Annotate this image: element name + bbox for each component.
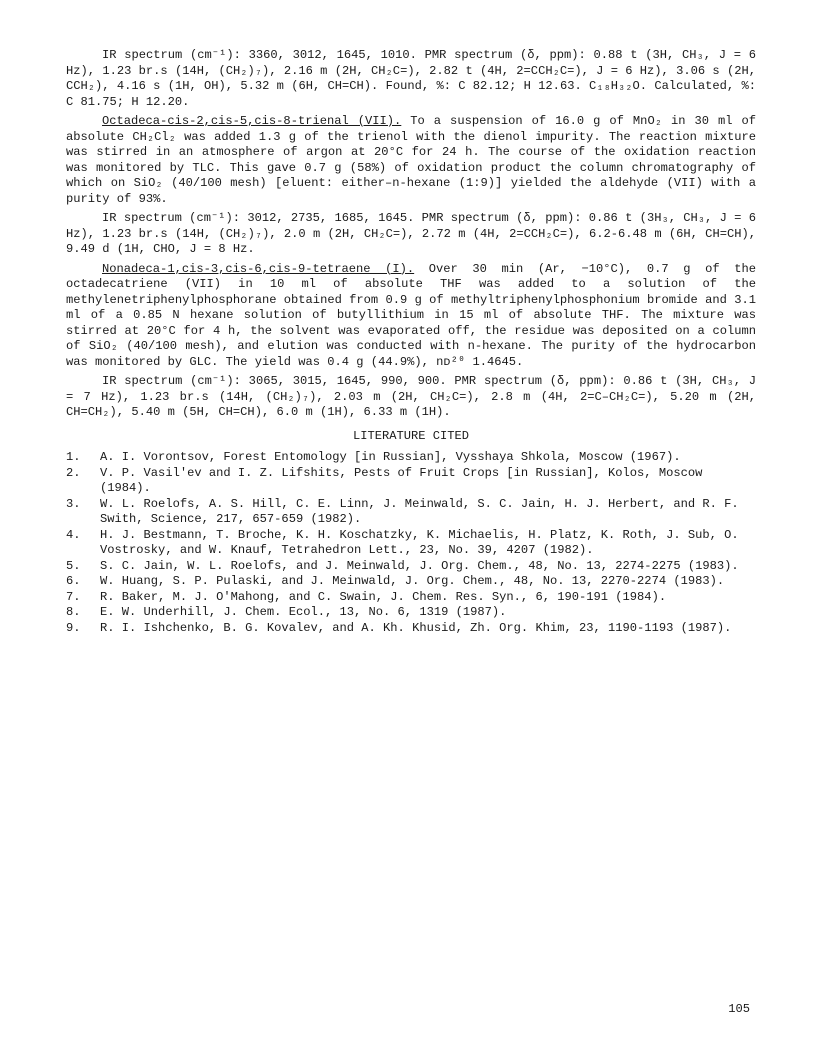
nonadecatetraene-section	[66, 262, 756, 371]
reference-number: 8.	[66, 605, 81, 619]
compound-title-vii: Octadeca-cis-2,cis-5,cis-8-trienal (VII).	[102, 114, 402, 128]
reference-number: 2.	[66, 465, 81, 480]
octadecatrienal-body: To a suspension of 16.0 g of MnO₂ in 30 ml of absolute CH₂Cl₂ was added 1.3 g of the trienol with the dienol impurity. The reaction mixture was stirred in an atmosphere of argon at 20°C for 24 h. The course of the oxidation reaction was monitored by TLC. This gave 0.7 g (58%) of oxidation product the column chromatography of which on SiO₂ (40/100 mesh) [eluent: either–n-hexane (1:9)] yielded the aldehyde (VII) with a purity of 93%.	[66, 114, 756, 206]
reference-number: 9.	[66, 620, 81, 635]
reference-item	[66, 466, 756, 497]
reference-number: 4.	[66, 527, 81, 542]
reference-number: 3.	[66, 496, 81, 511]
reference-item	[66, 559, 756, 575]
reference-text: A. I. Vorontsov, Forest Entomology [in Russian], Vysshaya Shkola, Moscow (1967).	[100, 450, 681, 464]
reference-text: V. P. Vasil'ev and I. Z. Lifshits, Pests of Fruit Crops [in Russian], Kolos, Moscow (1984).	[100, 465, 703, 495]
reference-text: R. I. Ishchenko, B. G. Kovalev, and A. Kh. Khusid, Zh. Org. Khim, 23, 1190-1193 (1987).	[100, 620, 732, 635]
ir-pmr-paragraph-aldehyde: IR spectrum (cm⁻¹): 3012, 2735, 1685, 1645. PMR spectrum (δ, ppm): 0.86 t (3H₃, CH₃, J = 6 Hz), 1.23 br.s (14H, (CH₂)₇), 2.0 m (2H, CH₂C=), 2.72 m (4H, 2=CCH₂C=), 6.2-6.48 m (6H, CH=CH), 9.49 d (1H, CHO, J = 8 Hz.	[66, 211, 756, 256]
reference-item	[66, 497, 756, 528]
reference-text: W. Huang, S. P. Pulaski, and J. Meinwald, J. Org. Chem., 48, No. 13, 2270-2274 (1983).	[100, 574, 725, 588]
reference-item	[66, 605, 756, 621]
reference-item	[66, 590, 756, 606]
ir-pmr-paragraph-trienol: IR spectrum (cm⁻¹): 3360, 3012, 1645, 1010. PMR spectrum (δ, ppm): 0.88 t (3H, CH₃, J = 6 Hz), 1.23 br.s (14H, (CH₂)₇), 2.16 m (2H, CH₂C=), 2.82 t (4H, 2=CCH₂C=), J = 6 Hz), 3.06 s (2H, CCH₂), 4.16 s (1H, OH), 5.32 m (6H, CH=CH). Found, %: C 82.12; H 12.63. C₁₈H₃₂O. Calculated, %: C 81.75; H 12.20.	[66, 48, 756, 109]
reference-text: H. J. Bestmann, T. Broche, K. H. Koschatzky, K. Michaelis, H. Platz, K. Roth, J. Sub, O. Vostrosky, and W. Knauf, Tetrahedron Lett., 23, No. 39, 4207 (1982).	[100, 527, 739, 557]
ir-pmr-paragraph-tetraene: IR spectrum (cm⁻¹): 3065, 3015, 1645, 990, 900. PMR spectrum (δ, ppm): 0.86 t (3H, CH₃, J = 7 Hz), 1.23 br.s (14H, (CH₂)₇), 2.03 m (2H, CH₂C=), 2.8 m (4H, 2=C–CH₂C=), 5.20 m (2H, CH=CH₂), 5.40 m (5H, CH=CH), 6.0 m (1H), 6.33 m (1H).	[66, 374, 756, 419]
literature-cited-heading: LITERATURE CITED	[352, 428, 470, 443]
reference-item	[66, 528, 756, 559]
compound-title-i: Nonadeca-1,cis-3,cis-6,cis-9-tetraene (I).	[102, 261, 415, 276]
reference-item	[66, 574, 756, 590]
reference-list	[66, 450, 756, 636]
reference-item	[66, 621, 756, 637]
reference-text: R. Baker, M. J. O'Mahong, and C. Swain, J. Chem. Res. Syn., 6, 190-191 (1984).	[100, 589, 667, 604]
reference-number: 1.	[66, 450, 81, 464]
octadecatrienal-section	[66, 114, 756, 207]
reference-number: 5.	[66, 558, 81, 573]
reference-text: W. L. Roelofs, A. S. Hill, C. E. Linn, J. Meinwald, S. C. Jain, H. J. Herbert, and R. F. Swith, Science, 217, 657-659 (1982).	[100, 496, 739, 526]
reference-text: E. W. Underhill, J. Chem. Ecol., 13, No. 6, 1319 (1987).	[100, 605, 507, 619]
reference-item	[66, 450, 756, 466]
reference-text: S. C. Jain, W. L. Roelofs, and J. Meinwald, J. Org. Chem., 48, No. 13, 2274-2275 (1983).	[100, 558, 739, 573]
nonadecatetraene-body: Over 30 min (Ar, −10°C), 0.7 g of the octadecatriene (VII) in 10 ml of absolute THF was added to a solution of the methylenetriphenylphosphorane obtained from 0.9 g of methyltriphenylphosphonium bromide and 3.1 ml of a 0.85 N hexane solution of butyllithium in 15 ml of absolute THF. The mixture was stirred at 20°C for 4 h, the solvent was evaporated off, the residue was deposited on a column of SiO₂ (40/100 mesh), and elution was conducted with n-hexane. The purity of the hydrocarbon was monitored by GLC. The yield was 0.4 g (44.9%), nᴅ²⁰ 1.4645.	[66, 261, 756, 369]
reference-number: 7.	[66, 589, 81, 604]
reference-number: 6.	[66, 574, 81, 588]
page-number: 105	[728, 1002, 750, 1016]
document-page	[66, 48, 756, 636]
